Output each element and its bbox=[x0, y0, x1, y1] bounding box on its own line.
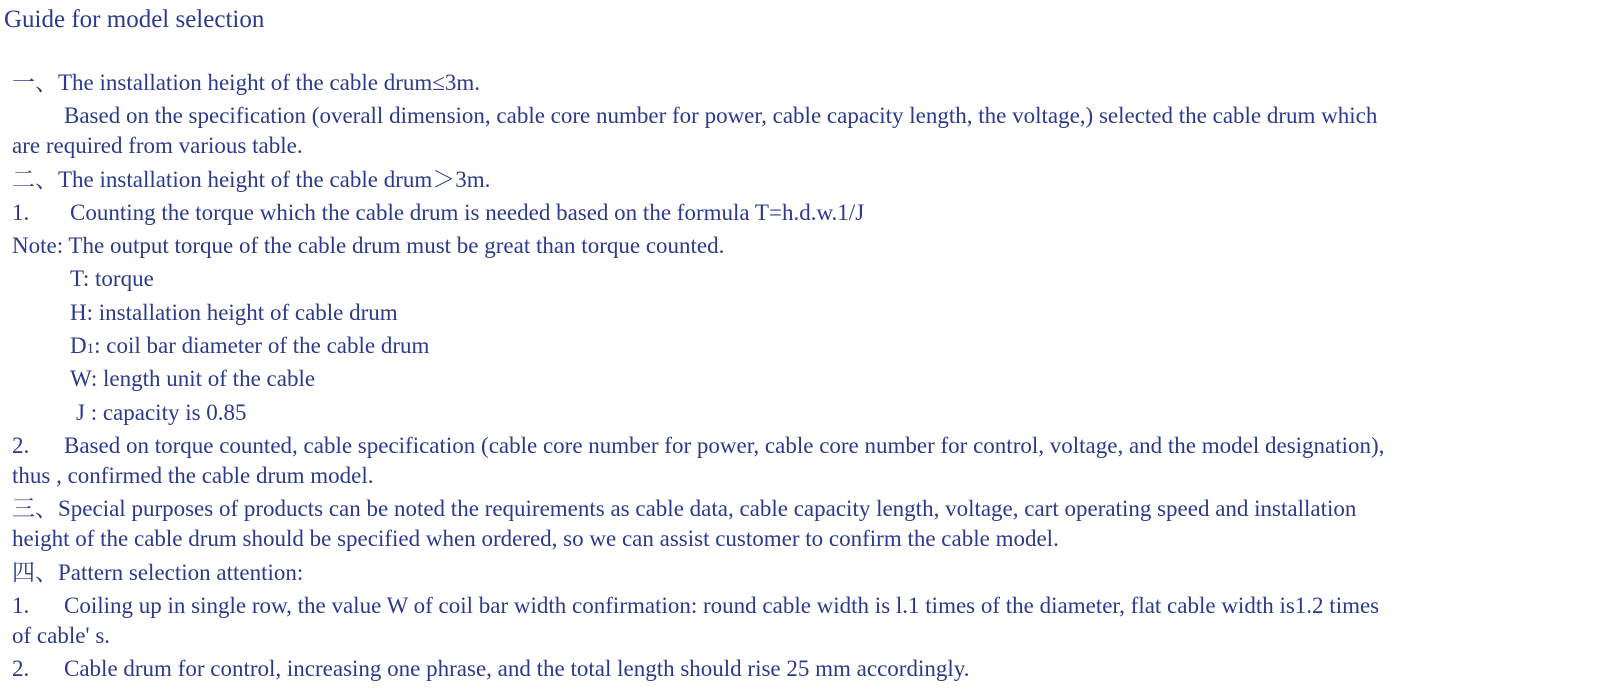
step-text: Counting the torque which the cable drum is needed based on the formula T=h.d.w.1/J bbox=[70, 199, 865, 225]
step-text: Coiling up in single row, the value W of coil bar width confirmation: round cable width is l.1 times of the diameter, flat cable width is1.2 times bbox=[64, 592, 1380, 618]
section-3-text-line-1: 三、Special purposes of products can be noted the requirements as cable data, cable capacity length, voltage, cart operating speed and installation bbox=[12, 496, 1357, 522]
definition-d-subscript: 1 bbox=[86, 341, 95, 358]
section-3-text-line-2: height of the cable drum should be specified when ordered, so we can assist customer to confirm the cable model. bbox=[12, 526, 1059, 552]
document-title: Guide for model selection bbox=[4, 6, 265, 33]
step-number: 1. bbox=[12, 199, 30, 225]
section-2-heading: 二、The installation height of the cable drum＞3m. bbox=[12, 166, 491, 192]
step-text: Cable drum for control, increasing one phrase, and the total length should rise 25 mm accordingly. bbox=[64, 656, 970, 682]
section-2-step-2 bbox=[12, 431, 1592, 461]
section-2-step-2-continued: thus , confirmed the cable drum model. bbox=[12, 462, 374, 488]
step-number: 2. bbox=[12, 656, 30, 682]
definition-t: T: torque bbox=[70, 266, 154, 292]
section-1-text-line-2: are required from various table. bbox=[12, 133, 303, 159]
section-1-heading: 一、The installation height of the cable drum≤3m. bbox=[12, 70, 481, 95]
definition-d-symbol: D bbox=[70, 333, 87, 359]
step-number: 2. bbox=[12, 432, 30, 458]
definition-d1 bbox=[12, 331, 1592, 364]
definition-w: W: length unit of the cable bbox=[70, 366, 316, 392]
definition-j: J : capacity is 0.85 bbox=[76, 399, 247, 425]
section-2-note: Note: The output torque of the cable drum must be great than torque counted. bbox=[12, 233, 725, 259]
section-4-heading: 四、Pattern selection attention: bbox=[12, 559, 304, 585]
step-text: Based on torque counted, cable specification (cable core number for power, cable core number for control, voltage, and the model designation), bbox=[64, 432, 1385, 458]
section-1-text-line-1: Based on the specification (overall dimension, cable core number for power, cable capacity length, the voltage,) selected the cable drum which bbox=[64, 103, 1378, 129]
definition-h: H: installation height of cable drum bbox=[70, 299, 398, 325]
section-4-step-1 bbox=[12, 591, 1592, 621]
document-body bbox=[12, 68, 1592, 687]
section-4-step-1-continued: of cable' s. bbox=[12, 622, 111, 648]
section-2-step-1 bbox=[12, 198, 1592, 231]
section-4-step-2 bbox=[12, 654, 1592, 687]
step-number: 1. bbox=[12, 592, 30, 618]
definition-d-text: : coil bar diameter of the cable drum bbox=[94, 333, 430, 359]
